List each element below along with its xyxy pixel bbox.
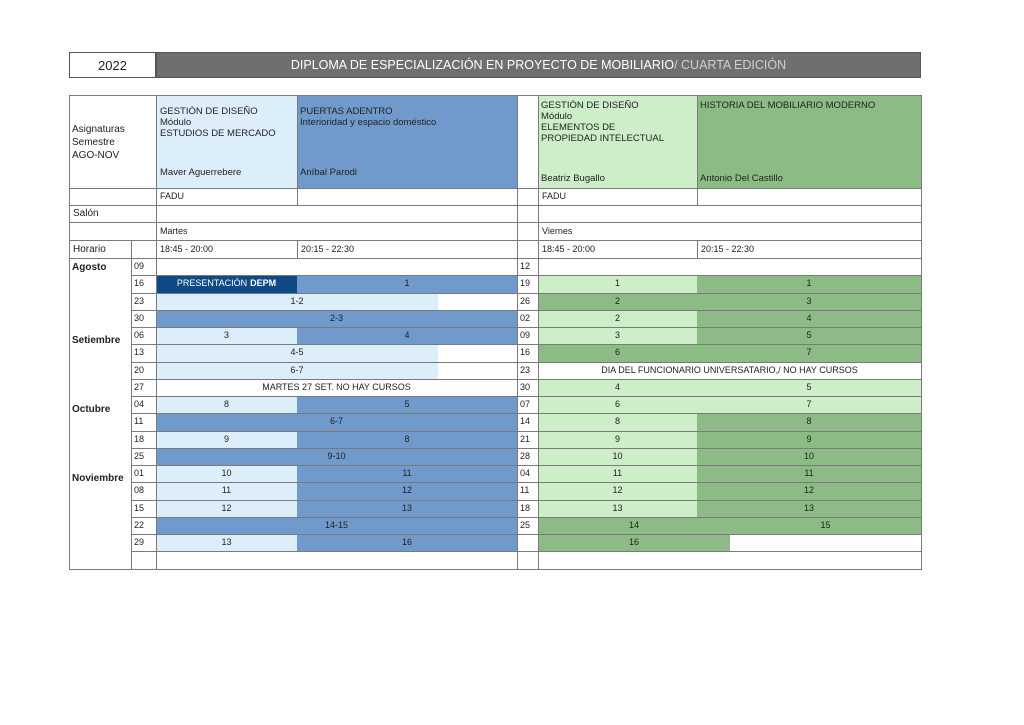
left-time-2: 20:15 - 22:30 xyxy=(301,243,355,254)
session-cell-course-3: 14 xyxy=(538,517,730,534)
grid-line xyxy=(131,465,922,466)
grid-line xyxy=(69,95,922,96)
page-title: DIPLOMA DE ESPECIALIZACIÓN EN PROYECTO DE MOBILIARIO / CUARTA EDICIÓN xyxy=(156,52,921,78)
month-agosto: Agosto xyxy=(72,262,107,273)
session-cell-left-merged: 6-7 xyxy=(156,413,517,430)
session-cell-left-merged: 4-5 xyxy=(156,344,438,361)
grid-line xyxy=(131,362,922,363)
session-cell-left-merged: MARTES 27 SET. NO HAY CURSOS xyxy=(156,379,517,396)
left-day: Martes xyxy=(160,225,188,236)
session-cell-course-3: 13 xyxy=(538,500,697,517)
session-cell-course-2: 1 xyxy=(297,275,517,292)
session-cell-left-merged: 14-15 xyxy=(156,517,517,534)
day-right: 09 xyxy=(520,330,531,341)
session-cell-course-1: 13 xyxy=(156,534,297,551)
session-cell-left-merged: 6-7 xyxy=(156,362,438,379)
session-cell-course-4: 5 xyxy=(697,327,921,344)
day-right: 26 xyxy=(520,295,531,306)
day-left: 29 xyxy=(134,537,145,548)
day-left: 06 xyxy=(134,330,145,341)
session-cell-course-4: 9 xyxy=(697,431,921,448)
session-cell-course-4: 7 xyxy=(697,344,921,361)
day-left: 22 xyxy=(134,519,145,530)
session-cell-course-4: 3 xyxy=(697,293,921,310)
salon-label: Salón xyxy=(73,208,99,219)
grid-line xyxy=(921,95,922,569)
session-cell-course-3: 6 xyxy=(538,344,697,361)
day-right: 25 xyxy=(520,519,531,530)
grid-line xyxy=(131,344,922,345)
grid-line xyxy=(131,431,922,432)
course-3-info: GESTIÓN DE DISEÑO Módulo ELEMENTOS DE PROPIEDAD INTELECTUAL xyxy=(541,100,664,144)
course-2-teacher: Aníbal Parodi xyxy=(300,167,358,178)
session-cell-course-3: 12 xyxy=(538,482,697,499)
grid-line xyxy=(131,240,132,569)
session-cell-course-4: 5 xyxy=(697,379,921,396)
day-right: 19 xyxy=(520,278,531,289)
session-cell-course-4: 13 xyxy=(697,500,921,517)
right-day: Viernes xyxy=(542,225,573,236)
grid-line xyxy=(131,327,922,328)
session-cell-course-4: 8 xyxy=(697,413,921,430)
presentation-cell xyxy=(156,275,297,292)
day-left: 23 xyxy=(134,295,145,306)
grid-line xyxy=(517,95,518,569)
right-time-2: 20:15 - 22:30 xyxy=(701,243,755,254)
course-1-teacher: Maver Aguerrebere xyxy=(160,167,242,178)
session-cell-course-2: 16 xyxy=(297,534,517,551)
grid-line xyxy=(69,240,922,241)
session-cell-course-3: 9 xyxy=(538,431,697,448)
grid-line xyxy=(697,95,698,205)
session-cell-course-4: 11 xyxy=(697,465,921,482)
day-right xyxy=(517,534,538,551)
grid-line xyxy=(131,517,922,518)
session-cell-course-4: 10 xyxy=(697,448,921,465)
grid-line xyxy=(697,240,698,258)
session-cell-course-4: 15 xyxy=(730,517,921,534)
session-cell-course-4: 1 xyxy=(697,275,921,292)
presentation-label: PRESENTACIÓN xyxy=(176,278,248,289)
day-left: 11 xyxy=(134,416,144,427)
day-left: 25 xyxy=(134,450,145,461)
day-left: 20 xyxy=(134,364,145,375)
course-3-teacher: Beatriz Bugallo xyxy=(541,173,605,184)
horario-label: Horario xyxy=(73,243,106,255)
right-place: FADU xyxy=(542,191,567,201)
asignaturas-label: Asignaturas Semestre AGO-NOV xyxy=(72,124,125,161)
grid-line xyxy=(69,95,70,569)
grid-line xyxy=(538,95,539,569)
day-left: 04 xyxy=(134,399,145,410)
grid-line xyxy=(131,310,922,311)
session-cell-course-3: 10 xyxy=(538,448,697,465)
session-cell-course-2: 12 xyxy=(297,482,517,499)
day-left: 30 xyxy=(134,312,145,323)
day-right: 11 xyxy=(520,485,530,496)
day-left: 16 xyxy=(134,278,145,289)
session-cell-course-3: 11 xyxy=(538,465,697,482)
day-left xyxy=(131,551,156,568)
day-left: 08 xyxy=(134,485,145,496)
session-cell-course-2: 4 xyxy=(297,327,517,344)
session-cell-course-1: 10 xyxy=(156,465,297,482)
session-cell-course-2: 13 xyxy=(297,500,517,517)
day-right: 14 xyxy=(520,416,531,427)
day-right: 02 xyxy=(520,312,531,323)
day-left: 01 xyxy=(134,468,145,479)
day-right: 30 xyxy=(520,381,531,392)
day-right: 21 xyxy=(520,433,531,444)
session-cell-course-2: 5 xyxy=(297,396,517,413)
grid-line xyxy=(297,95,298,205)
day-left: 15 xyxy=(134,502,145,513)
session-cell-course-4: 12 xyxy=(697,482,921,499)
session-cell-course-3: 1 xyxy=(538,275,697,292)
day-right: 28 xyxy=(520,450,531,461)
grid-line xyxy=(131,293,922,294)
month-noviembre: Noviembre xyxy=(72,473,124,484)
session-cell-course-1: 9 xyxy=(156,431,297,448)
left-place: FADU xyxy=(160,191,185,201)
grid-line xyxy=(69,569,922,570)
course-1-info: GESTIÓN DE DISEÑO Módulo ESTUDIOS DE MERCADO xyxy=(160,106,276,139)
grid-line xyxy=(297,240,298,258)
day-right: 16 xyxy=(520,347,531,358)
grid-line xyxy=(69,205,922,206)
grid-line xyxy=(156,258,157,569)
year-label: 2022 xyxy=(69,52,156,78)
day-left: 09 xyxy=(134,261,145,272)
session-cell-course-3: 16 xyxy=(538,534,730,551)
session-cell-left-merged: 1-2 xyxy=(156,293,438,310)
session-cell-left-merged: 9-10 xyxy=(156,448,517,465)
session-cell-course-1: 12 xyxy=(156,500,297,517)
grid-line xyxy=(156,95,157,258)
session-cell-course-1: 11 xyxy=(156,482,297,499)
session-cell-course-3: 2 xyxy=(538,293,697,310)
course-4-info: HISTORIA DEL MOBILIARIO MODERNO xyxy=(700,100,876,111)
session-cell-course-1: 3 xyxy=(156,327,297,344)
grid-line xyxy=(131,448,922,449)
course-4-teacher: Antonio Del Castillo xyxy=(700,173,783,184)
grid-line xyxy=(131,482,922,483)
grid-line xyxy=(69,222,922,223)
grid-line xyxy=(131,379,922,380)
grid-line xyxy=(69,188,922,189)
presentation-acronym: DEPM xyxy=(250,278,277,289)
grid-line xyxy=(131,551,922,552)
session-cell-left-merged: 2-3 xyxy=(156,310,517,327)
course-2-info: PUERTAS ADENTRO Interioridad y espacio doméstico xyxy=(300,106,437,128)
day-right: 07 xyxy=(520,399,531,410)
session-cell-course-3: 6 xyxy=(538,396,697,413)
session-cell-course-2: 8 xyxy=(297,431,517,448)
day-right: 18 xyxy=(520,502,531,513)
session-cell-course-4: 7 xyxy=(697,396,921,413)
session-cell-course-3: 3 xyxy=(538,327,697,344)
month-octubre: Octubre xyxy=(72,404,111,415)
grid-line xyxy=(131,396,922,397)
grid-line xyxy=(69,258,922,259)
session-cell-course-2: 11 xyxy=(297,465,517,482)
session-cell-course-3: 8 xyxy=(538,413,697,430)
session-cell-course-3: 2 xyxy=(538,310,697,327)
day-right: 12 xyxy=(520,261,531,272)
holiday-cell: DIA DEL FUNCIONARIO UNIVERSATARIO,/ NO HAY CURSOS xyxy=(538,362,921,379)
left-time-1: 18:45 - 20:00 xyxy=(160,243,214,254)
grid-line xyxy=(131,534,922,535)
grid-line xyxy=(131,275,922,276)
day-right xyxy=(517,551,538,568)
day-left: 18 xyxy=(134,433,145,444)
right-time-1: 18:45 - 20:00 xyxy=(542,243,596,254)
day-right: 04 xyxy=(520,468,531,479)
month-setiembre: Setiembre xyxy=(72,335,121,346)
session-cell-course-3: 4 xyxy=(538,379,697,396)
session-cell-course-4: 4 xyxy=(697,310,921,327)
grid-line xyxy=(131,500,922,501)
day-right: 23 xyxy=(520,364,531,375)
day-left: 27 xyxy=(134,381,145,392)
day-left: 13 xyxy=(134,347,145,358)
session-cell-course-1: 8 xyxy=(156,396,297,413)
grid-line xyxy=(131,413,922,414)
